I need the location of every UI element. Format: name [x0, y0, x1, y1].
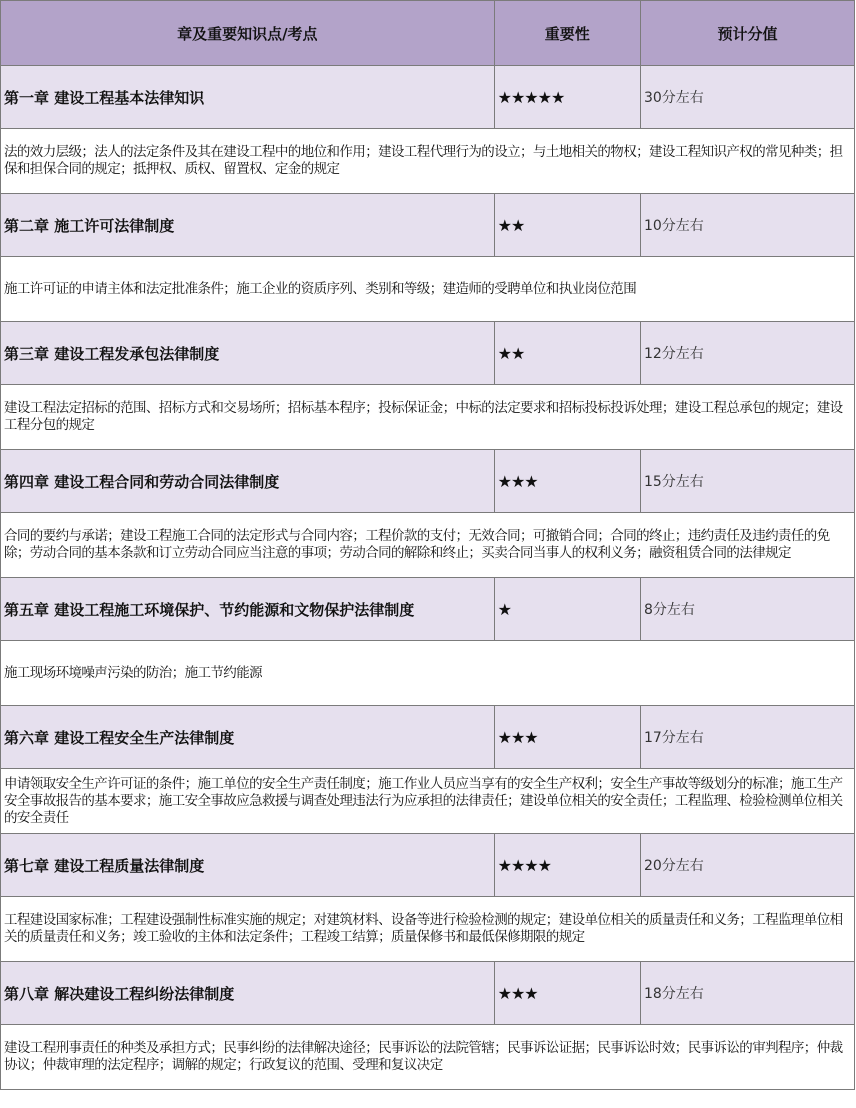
- detail-row: [1, 257, 855, 322]
- chapter-row: [1, 450, 855, 513]
- chapter-title: 第一章 建设工程基本法律知识: [1, 66, 495, 129]
- header-score: 预计分值: [640, 1, 854, 66]
- chapter-row: [1, 66, 855, 129]
- header-importance: 重要性: [494, 1, 640, 66]
- chapter-row: [1, 706, 855, 769]
- detail-row: [1, 513, 855, 578]
- score-value: 8分左右: [640, 578, 854, 641]
- importance-stars: ★★★: [494, 962, 640, 1025]
- chapter-title: 第五章 建设工程施工环境保护、节约能源和文物保护法律制度: [1, 578, 495, 641]
- importance-stars: ★★★★: [494, 834, 640, 897]
- key-points: 施工许可证的申请主体和法定批准条件；施工企业的资质序列、类别和等级；建造师的受聘单位和执业岗位范围: [1, 257, 855, 322]
- detail-row: [1, 769, 855, 834]
- chapter-title: 第六章 建设工程安全生产法律制度: [1, 706, 495, 769]
- chapter-title: 第四章 建设工程合同和劳动合同法律制度: [1, 450, 495, 513]
- chapter-row: [1, 834, 855, 897]
- detail-row: [1, 897, 855, 962]
- header-row: [1, 1, 855, 66]
- chapter-title: 第二章 施工许可法律制度: [1, 194, 495, 257]
- importance-stars: ★★★★★: [494, 66, 640, 129]
- chapter-title: 第三章 建设工程发承包法律制度: [1, 322, 495, 385]
- chapter-row: [1, 194, 855, 257]
- score-value: 18分左右: [640, 962, 854, 1025]
- header-topic: 章及重要知识点/考点: [1, 1, 495, 66]
- detail-row: [1, 385, 855, 450]
- score-value: 17分左右: [640, 706, 854, 769]
- importance-stars: ★: [494, 578, 640, 641]
- key-points: 建设工程法定招标的范围、招标方式和交易场所；招标基本程序；投标保证金；中标的法定要求和招标投标投诉处理；建设工程总承包的规定；建设工程分包的规定: [1, 385, 855, 450]
- key-points: 申请领取安全生产许可证的条件；施工单位的安全生产责任制度；施工作业人员应当享有的安全生产权利；安全生产事故等级划分的标准；施工生产安全事故报告的基本要求；施工安全事故应急救援与调查处理违法行为应承担的法律责任；建设单位相关的安全责任；工程监理、检验检测单位相关的安全责任: [1, 769, 855, 834]
- score-value: 12分左右: [640, 322, 854, 385]
- detail-row: [1, 129, 855, 194]
- importance-stars: ★★★: [494, 450, 640, 513]
- key-points: 建设工程刑事责任的种类及承担方式；民事纠纷的法律解决途径；民事诉讼的法院管辖；民事诉讼证据；民事诉讼时效；民事诉讼的审判程序；仲裁协议；仲裁审理的法定程序；调解的规定；行政复议的范围、受理和复议决定: [1, 1025, 855, 1090]
- importance-stars: ★★: [494, 194, 640, 257]
- key-points: 法的效力层级；法人的法定条件及其在建设工程中的地位和作用；建设工程代理行为的设立；与土地相关的物权；建设工程知识产权的常见种类；担保和担保合同的规定；抵押权、质权、留置权、定金的规定: [1, 129, 855, 194]
- score-value: 15分左右: [640, 450, 854, 513]
- chapter-row: [1, 962, 855, 1025]
- chapter-row: [1, 322, 855, 385]
- detail-row: [1, 641, 855, 706]
- detail-row: [1, 1025, 855, 1090]
- score-value: 30分左右: [640, 66, 854, 129]
- chapter-row: [1, 578, 855, 641]
- chapter-title: 第八章 解决建设工程纠纷法律制度: [1, 962, 495, 1025]
- importance-stars: ★★: [494, 322, 640, 385]
- key-points: 施工现场环境噪声污染的防治；施工节约能源: [1, 641, 855, 706]
- score-value: 10分左右: [640, 194, 854, 257]
- chapter-title: 第七章 建设工程质量法律制度: [1, 834, 495, 897]
- key-points: 合同的要约与承诺；建设工程施工合同的法定形式与合同内容；工程价款的支付；无效合同；可撤销合同；合同的终止；违约责任及违约责任的免除；劳动合同的基本条款和订立劳动合同应当注意的事项；劳动合同的解除和终止；买卖合同当事人的权利义务；融资租赁合同的法律规定: [1, 513, 855, 578]
- score-value: 20分左右: [640, 834, 854, 897]
- key-points: 工程建设国家标准；工程建设强制性标准实施的规定；对建筑材料、设备等进行检验检测的规定；建设单位相关的质量责任和义务；工程监理单位相关的质量责任和义务；竣工验收的主体和法定条件；工程竣工结算；质量保修书和最低保修期限的规定: [1, 897, 855, 962]
- importance-stars: ★★★: [494, 706, 640, 769]
